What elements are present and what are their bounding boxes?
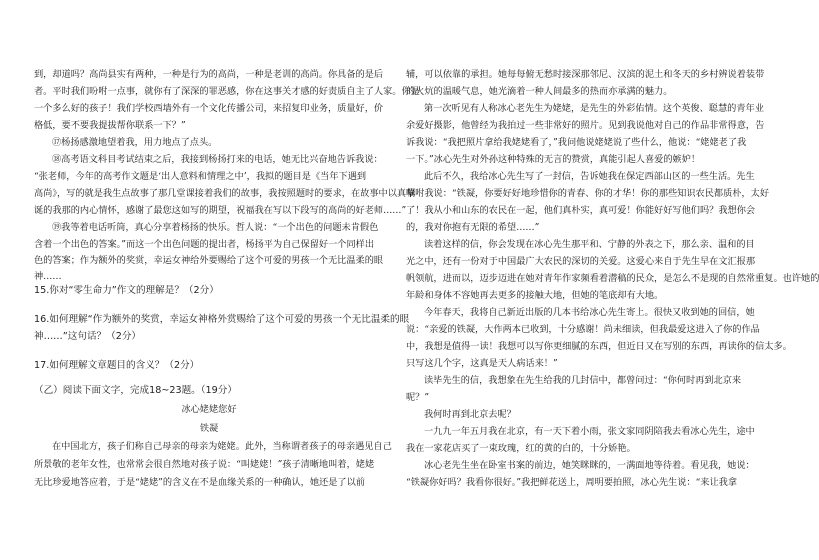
paragraph-line: ⑰杨扬感激地望着我，用力地点了点头。 [52, 137, 218, 148]
question-label: （乙）阅读下面文字，完成18~23题。（19分） [34, 385, 237, 396]
paragraph-line: 辅，可以依靠的承担。她每每俯无愁时接深那邻尼、汉滨的泥土和冬天的乡村辨说着装带 [406, 69, 765, 80]
article-line: 无比珍爱地答应着，于是“姥姥”的含义在不是血缘关系的一种确认，她还是了以前 [34, 477, 365, 488]
paragraph-line: 的火炕的温暖气息，她光滴着一种人间最多的热而亦承满的魅力。 [406, 86, 673, 97]
paragraph-line: 一个多么好的孩子！我们学校西墙外有一个文化传播公司，来招复印业务，质量好，价 [34, 103, 384, 114]
paragraph-line: ⑲我等着电话听筒，真心分享着杨扬的快乐。哲人说：“一个出色的问题未肯假色 [52, 222, 379, 233]
article-line: 在中国北方，孩子们称自己母亲的母亲为姥姥。此外，当称谓者孩子的母亲遇见自己 [52, 441, 392, 452]
paragraph-line: 一九九一年五月我在北京，有一天下着小雨，张文家同阴陪我去看冰心先生，途中 [424, 426, 755, 437]
paragraph-line: 光之中，还有一份对于中国最广大农民的深切的关爱。这爱心来自于先生早在文汇报那 [406, 256, 756, 267]
article-title: 冰心姥姥您好 [181, 404, 237, 415]
paragraph-line: 诞的我那的内心情怀，感谢了最您这如写的期望，祝福我在写以下段写的高尚的好老师……” [34, 205, 407, 216]
paragraph-line: 读着这样的信，你会发现在冰心先生那平和、宁静的外表之下，那么亲、温和的目 [424, 239, 755, 250]
paragraph-line: 诉我说：“我把照片拿给我姥姥看了，”我问他说姥姥说了些什么，他说：“姥姥老了我 [406, 137, 747, 148]
paragraph-line: 色的答案；作为额外的奖赏，幸运女神给外要赐给了这个可爱的男孩一个无比温柔的眼 [34, 255, 384, 266]
paragraph-line: 只写这几个字，这真是天人病话来！” [406, 358, 558, 369]
paragraph-line: 我在一家花店买了一束玫瑰，红的黄的白的，十分娇艳。 [406, 443, 636, 454]
paragraph-line: 含着一个出色的答案。”而这一个出色问题的提出者，杨扬平为自己保留好一个同样出 [34, 239, 375, 250]
paragraph-line: 年龄和身体不容她再去更多的接触大地，但她的笔底却有大地。 [406, 290, 664, 301]
paragraph-line: 了！我从小和山东的农民在一起，他们真朴实，真可爱！你能好好写他们吗？我想你会 [406, 205, 756, 216]
question-label: 15.你对“零生命力”作文的理解是？（2分） [34, 285, 219, 296]
paragraph-line: “张老师，今年的高考作文题是‘出人意料和情理之中’，我拟的题目是《当年下遇到 [34, 171, 367, 182]
paragraph-line: ⑱高考语文科目考试结束之后，我接到杨扬打来的电话，她无比兴奋地告诉我说： [52, 154, 383, 165]
paragraph-line: 格低，要不要我提拔帮你联系一下？” [34, 120, 186, 131]
paragraph-line: 第一次听见有人称冰心老先生为姥姥，是先生的外彩佑情。这个英俊、聪慧的青年业 [424, 103, 764, 114]
paragraph-line: 冰心老先生坐在卧室书案的前边，她笑眯眯的，一满面地等待着。看见我，她说： [424, 460, 755, 471]
paragraph-line: 一下。”冰心先生对外孙这种特殊的无言的赞赏，真能引起人喜爱的嫉妒！ [406, 154, 701, 165]
paragraph-line: “铁凝你好吗？我看你很好。”我把鲜花送上，周明要拍照，冰心先生说：“来让我拿 [406, 477, 738, 488]
question-label: 神……”这句话？（2分） [34, 331, 142, 342]
paragraph-line: 今年春天，我将自己新近出版的几本书给冰心先生寄上。很快又收到她的回信，她 [424, 307, 755, 318]
paragraph-line: 到，却道吗？高尚县实有两种，一种是行为的高尚，一种是老训的高尚。你具备的是后 [34, 69, 384, 80]
article-line: 所景敬的老年女性，也常常会很自然地对孩子说：“叫姥姥！”孩子清晰地叫着，姥姥 [34, 459, 375, 470]
paragraph-line: 中，我想是值得一读！我想可以写你更细腻的东西，但近日又在写别的东西，再读你的信太多。 [406, 341, 792, 352]
question-label: 17.如何理解文章题目的含义？（2分） [34, 360, 200, 371]
paragraph-line: 嘱咐我说：“铁凝，你要好好地珍惜你的青春、你的才华！你的那些知识农民都质朴，太好 [406, 188, 770, 199]
paragraph-line: 说：“亲爱的铁凝，大作两本已收到，十分感谢！尚未细读，但我最爱这进入了你的作品 [406, 324, 760, 335]
paragraph-line: 帆领航，进而以，迈步迈进在她对青年作家频看着潜稿的民众，是怎么不是现的自然常重复。也许她的 [406, 273, 819, 284]
paragraph-line: 余爱好摄影，他曾经为我拍过一些非常好的照片。见到我说他对自己的作品非常得意，告 [406, 120, 765, 131]
paragraph-line: 我何时再到北京去呢？ [424, 409, 516, 420]
paragraph-line: 神…… [34, 271, 62, 282]
article-author: 铁凝 [199, 423, 219, 434]
question-label: 16.如何理解“作为额外的奖赏，幸运女神格外赏赐给了这个可爱的男孩一个无比温柔的眼 [34, 314, 410, 325]
paragraph-line: 者。平时我们吩咐一点事，就你有了深深的罪恶感，你在这事关才感的好责质自主了人家。你是 [34, 86, 420, 97]
paragraph-line: 读毕先生的信，我想象在先生给我的几封信中，都曾问过：“你何时再到北京来 [424, 375, 742, 386]
paragraph-line: 此后不久，我给冰心先生写了一封信，告诉她我在保定西部山区的一些生活。先生 [424, 171, 755, 182]
paragraph-line: 的，我对你抱有无限的希望……” [406, 222, 540, 233]
paragraph-line: 高尚》，写的就是我生点故事了那几堂课接着我们的故事，我按照题时的要求，在故事中以真挚 [34, 188, 416, 199]
paragraph-line: 呢？” [406, 392, 430, 403]
